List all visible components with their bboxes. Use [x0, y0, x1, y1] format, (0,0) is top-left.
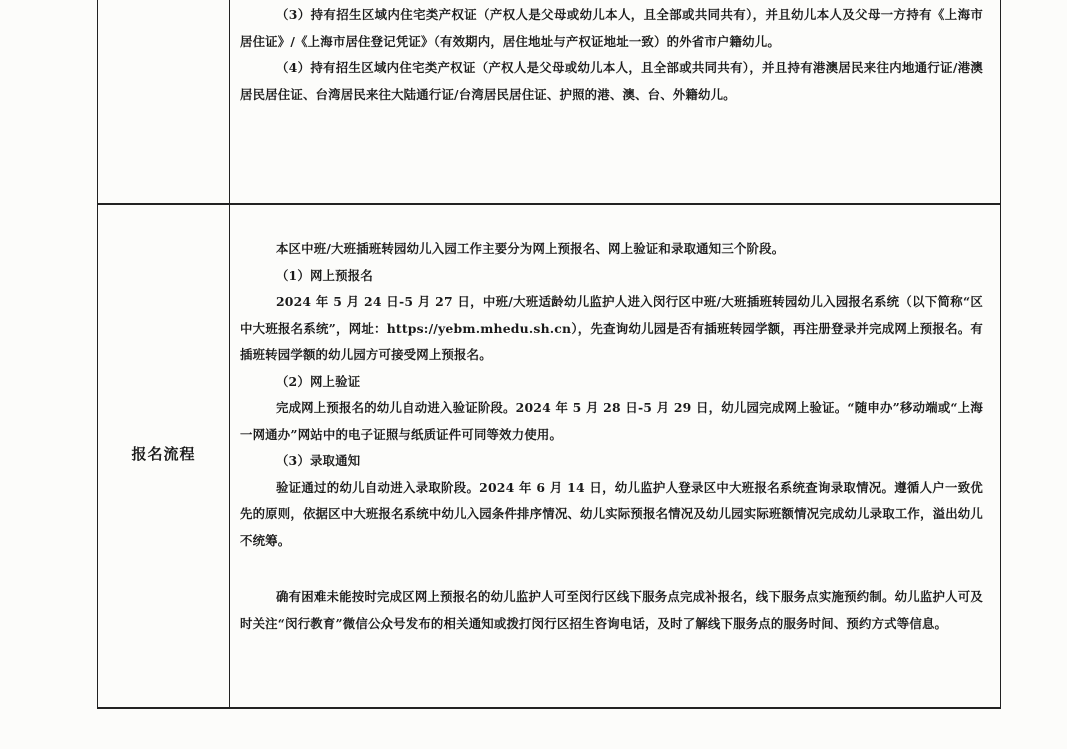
column-divider	[229, 0, 230, 707]
stage-3-heading: （3）录取通知	[275, 453, 361, 468]
stage-2-text: 完成网上预报名的幼儿自动进入验证阶段。2024 年 5 月 28 日-5 月 29 日，幼儿园完成网上验证。“随申办”移动端或“上海一网通办”网站中的电子证照与纸质证件可同等效力使用。	[240, 400, 983, 442]
stage-1-heading: （1）网上预报名	[275, 267, 373, 283]
stage-1-text: 2024 年 5 月 24 日-5 月 27 日，中班/大班适龄幼儿监护人进入闵行区中班/大班插班转园幼儿入园报名系统（以下简称“区中大班报名系统”，网址：https://yebm.mhedu.sh.cn），先查询幼儿园是否有插班转园学额，再注册登录并完成网上预报名。有插班转园学额的幼儿园方可接受网上预报名。	[240, 294, 983, 362]
policy-item-3: （3）持有招生区域内住宅类产权证（产权人是父母或幼儿本人，且全部或共同共有），并且幼儿本人及父母一方持有《上海市居住证》/《上海市居住登记凭证》（有效期内，居住地址与产权证地址一致）的外省市户籍幼儿。	[240, 7, 983, 49]
eligibility-cell	[240, 2, 983, 108]
stage-3-text: 验证通过的幼儿自动进入录取阶段。2024 年 6 月 14 日，幼儿监护人登录区中大班报名系统查询录取情况。遵循人户一致优先的原则，依据区中大班报名系统中幼儿入园条件排序情况、幼儿实际预报名情况及幼儿园实际班额情况完成幼儿录取工作，溢出幼儿不统筹。	[240, 479, 983, 548]
process-intro: 本区中班/大班插班转园幼儿入园工作主要分为网上预报名、网上验证和录取通知三个阶段。	[275, 241, 785, 256]
process-cell	[240, 236, 983, 637]
offline-note: 确有困难未能按时完成区网上预报名的幼儿监护人可至闵行区线下服务点完成补报名，线下服务点实施预约制。幼儿监护人可及时关注“闵行教育”微信公众号发布的相关通知或拨打闵行区招生咨询电话，及时了解线下服务点的服务时间、预约方式等信息。	[240, 589, 983, 631]
paragraph-gap	[240, 554, 983, 584]
process-row-label: 报名流程	[131, 445, 196, 463]
row-divider	[98, 203, 1000, 205]
policy-item-4: （4）持有招生区域内住宅类产权证（产权人是父母或幼儿本人，且全部或共同共有），并且持有港澳居民来往内地通行证/港澳居民居住证、台湾居民来往大陆通行证/台湾居民居住证、护照的港、澳、台、外籍幼儿。	[240, 60, 983, 102]
stage-2-heading: （2）网上验证	[275, 373, 361, 389]
document-table	[97, 0, 1001, 709]
